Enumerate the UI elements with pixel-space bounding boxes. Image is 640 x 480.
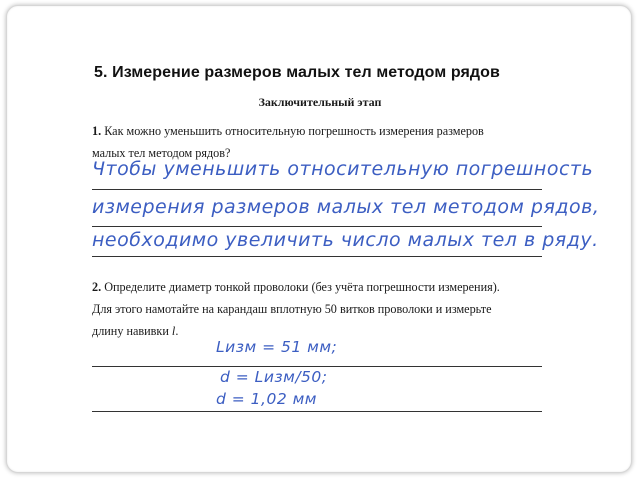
question-2-text-1: Определите диаметр тонкой проволоки (без учёта погрешности измерения).	[104, 280, 500, 294]
answer-rule-2	[92, 226, 542, 227]
question-2-line-1	[92, 276, 500, 298]
answer-rule-1	[92, 189, 542, 190]
question-1-number: 1.	[92, 124, 102, 138]
answer-2-line-2: d = Lизм/50;	[220, 368, 328, 386]
answer-2-line-3: d = 1,02 мм	[216, 390, 318, 408]
answer-1-line-2: измерения размеров малых тел методом рядов,	[92, 196, 600, 218]
answer-rule-4	[92, 366, 542, 367]
answer-1-line-1: Чтобы уменьшить относительную погрешность	[92, 158, 594, 180]
question-1-line-1	[92, 120, 484, 142]
question-2-text-3-end: .	[175, 324, 179, 338]
question-2-variable: l	[171, 324, 176, 338]
answer-rule-3	[92, 256, 542, 257]
answer-2-line-1: Lизм = 51 мм;	[216, 338, 338, 356]
question-2-line-3	[92, 320, 178, 342]
question-2-number: 2.	[92, 280, 102, 294]
question-2-text-2: Для этого намотайте на карандаш вплотную 50 витков проволоки и измерьте	[92, 302, 492, 316]
answer-1-line-3: необходимо увеличить число малых тел в ряду.	[92, 229, 599, 251]
question-2-text-3: длину навивки	[92, 324, 172, 338]
question-1-text-2: малых тел методом рядов?	[92, 146, 231, 160]
slide-title: 5. Измерение размеров малых тел методом рядов	[94, 64, 500, 81]
answer-rule-5	[92, 411, 542, 412]
section-heading: Заключительный этап	[258, 95, 382, 109]
question-1-text-1: Как можно уменьшить относительную погрешность измерения размеров	[104, 124, 484, 138]
